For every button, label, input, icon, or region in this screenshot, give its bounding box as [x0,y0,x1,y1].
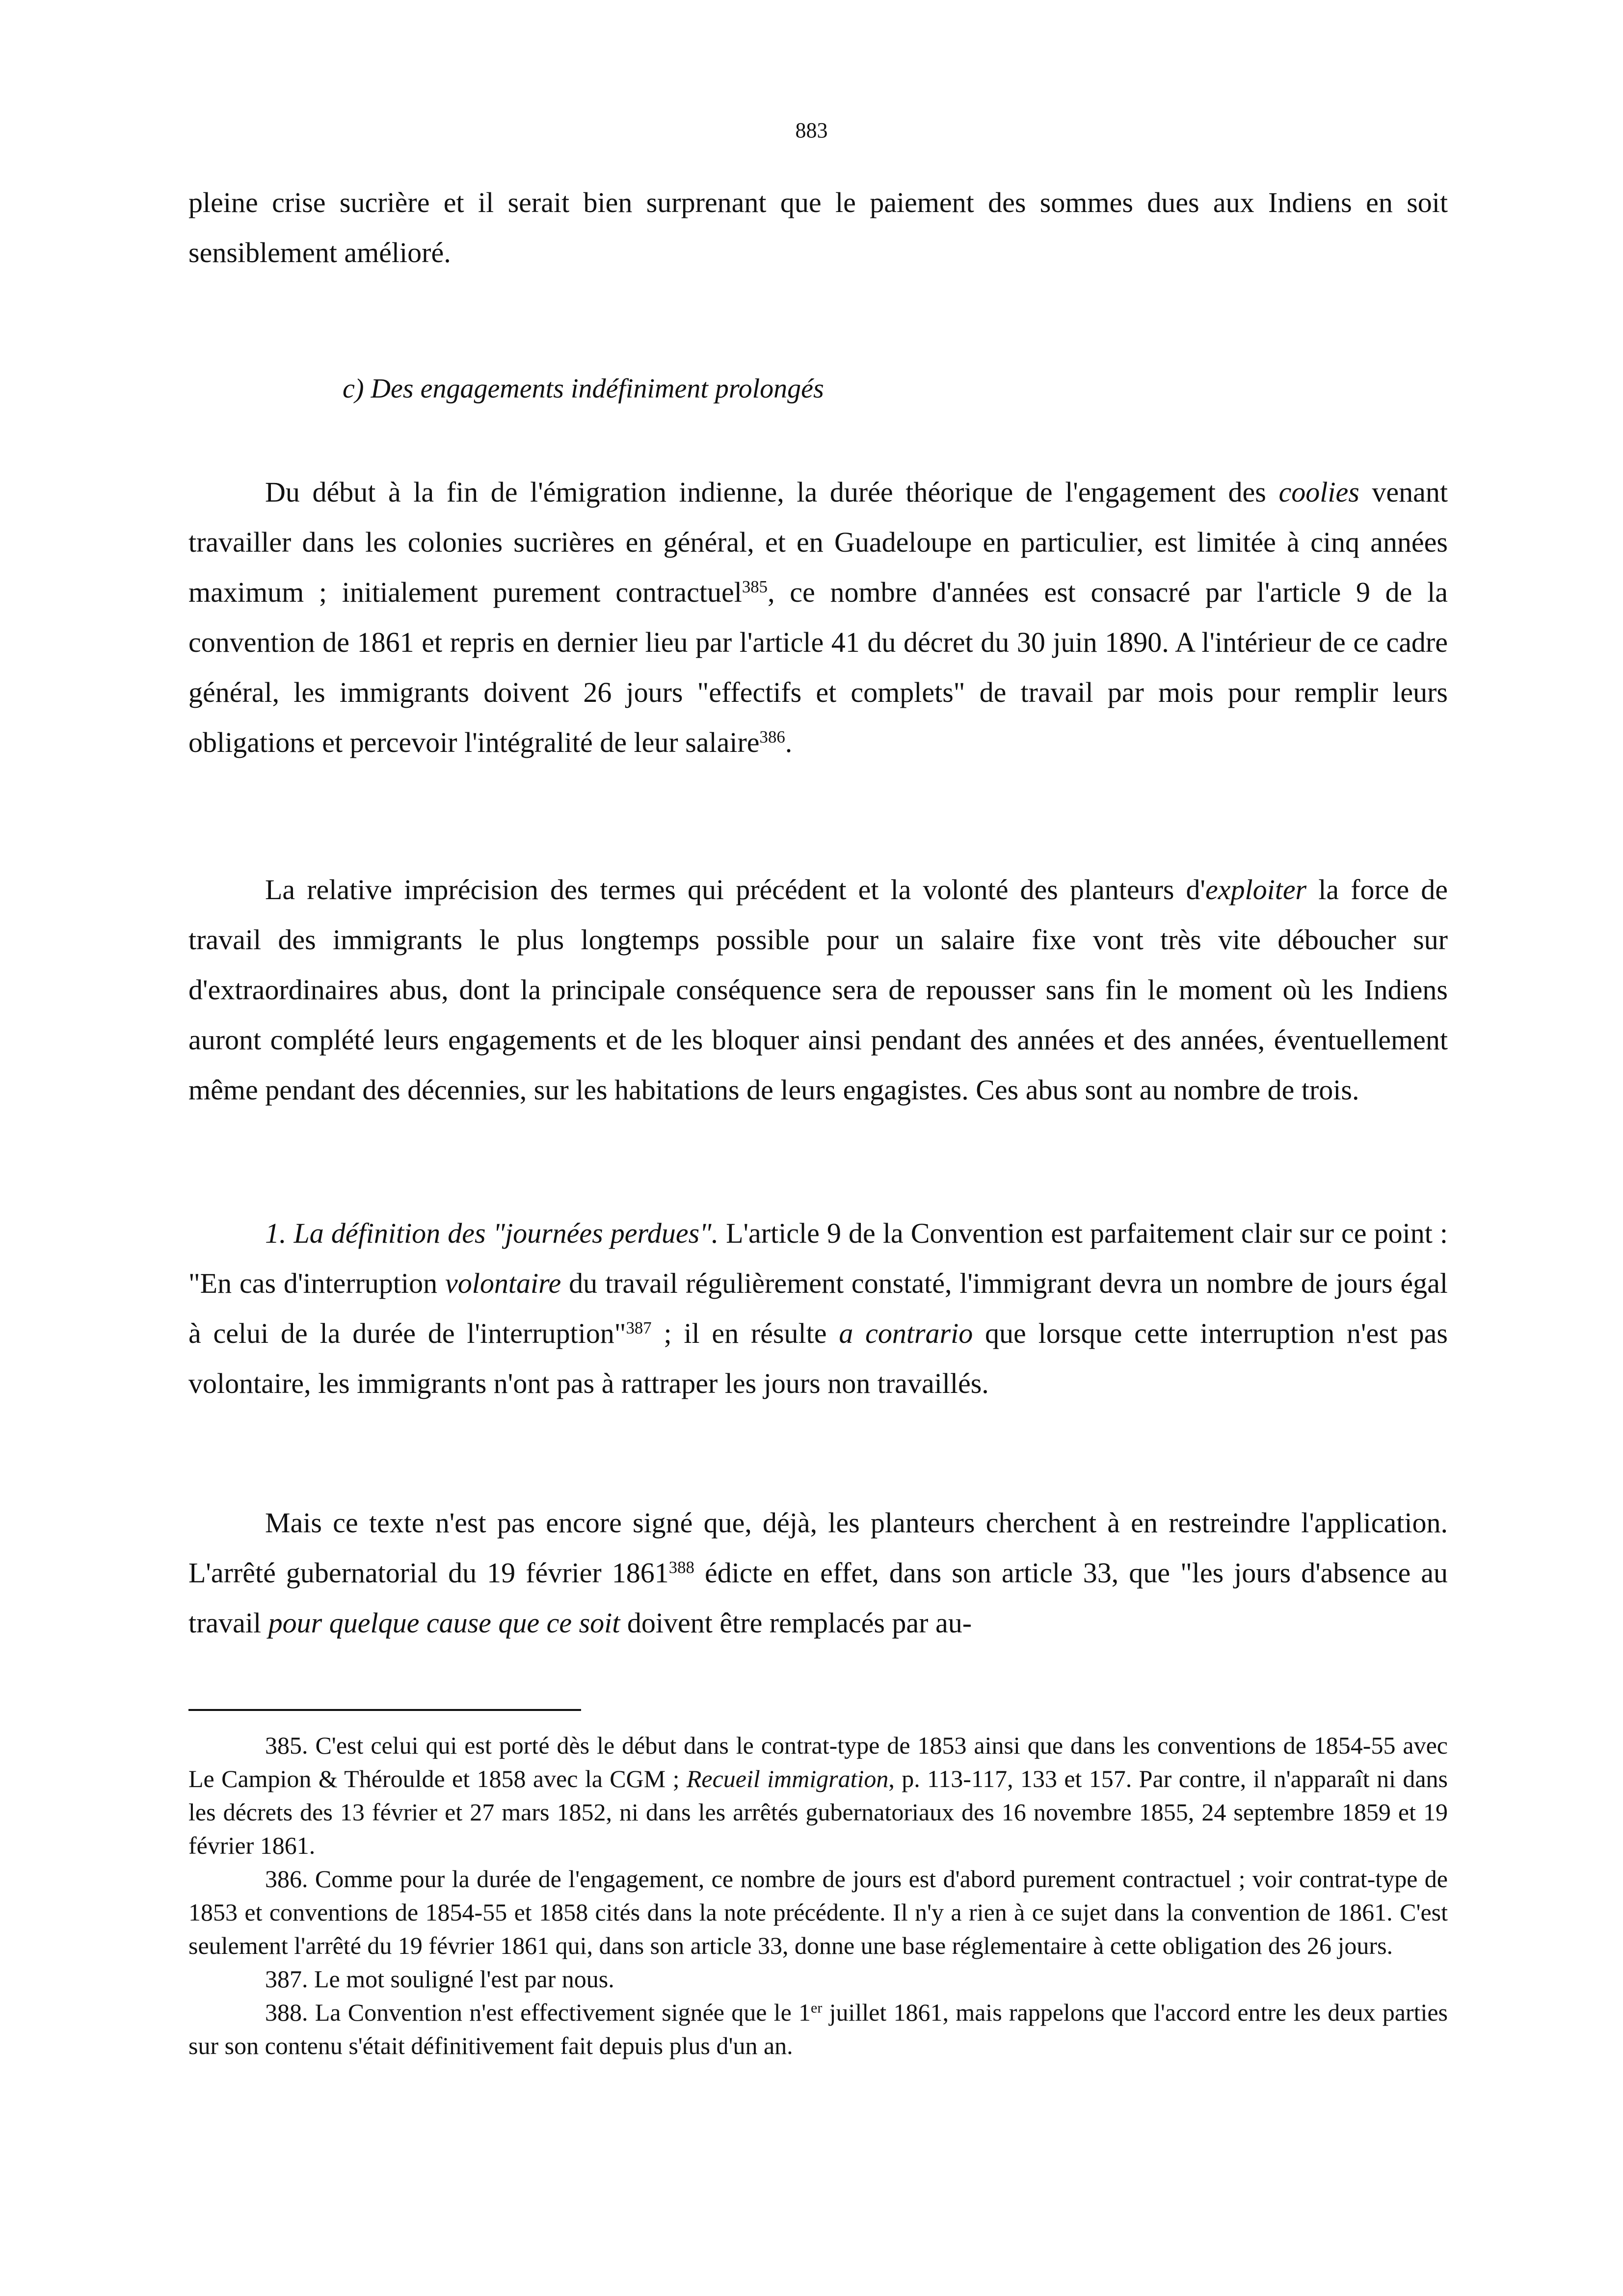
footnote-388 [188,1996,1448,2062]
text-run: , p. 113-117, 133 et 157. Par contre, il n'apparaît ni dans les décrets des 13 février et 27 mars 1852, ni dans les arrêtés gubernatoriaux des 16 novembre 1855, 24 septembre 1859 et 19 février 1861. [188,1765,1448,1859]
footnote-385 [188,1729,1448,1862]
text-run: 385. C'est celui qui est porté dès le début dans le contrat-type de 1853 ainsi que dans les conventions de 1854-55 avec Le Campion & Théroulde et 1858 avec la CGM ; [188,1732,1448,1792]
page-number: 883 [795,118,828,142]
text-run: 388. La Convention n'est effectivement signée que le 1 [265,1999,811,2026]
footnotes [188,1729,1448,2062]
italic-term-coolies: coolies [1278,476,1359,508]
italic-term-volontaire: volontaire [445,1267,561,1299]
paragraph-continuation [188,178,1448,278]
text-run: juillet 1861, mais rappelons que l'accord entre les deux parties sur son contenu s'était définitivement fait depuis plus d'un an. [188,1999,1448,2059]
footnote-ref-386[interactable]: 386 [759,727,785,747]
text-run: du travail régulièrement constaté, l'immigrant devra un nombre de jours égal à celui de la durée de l'interruption" [188,1267,1448,1349]
footnote-ref-388[interactable]: 388 [668,1557,694,1577]
text-run: ; il en résulte [651,1317,839,1349]
paragraph-abuses [188,865,1448,1115]
text-run: . [785,726,793,758]
italic-phrase: pour quelque cause que ce soit [268,1607,620,1639]
paragraph-lost-days [188,1208,1448,1409]
footnote-ref-387[interactable]: 387 [626,1318,652,1337]
footnote-divider [188,1709,581,1711]
text-run: Du début à la fin de l'émigration indienne, la durée théorique de l'engagement des [265,476,1279,508]
footnote-ref-385[interactable]: 385 [742,577,768,596]
italic-term-exploiter: exploiter [1205,874,1307,906]
paragraph-engagement-duration [188,467,1448,768]
text-run: 387. Le mot souligné l'est par nous. [265,1965,614,1993]
text-run: L'article 9 de la Convention est parfaitement clair sur ce point : "En cas d'interruption [188,1217,1448,1299]
text-run: 386. Comme pour la durée de l'engagement, ce nombre de jours est d'abord purement contractuel ; voir contrat-type de 1853 et conventions de 1854-55 et 1858 cités dans la note précédente. Il n'y a rien à ce sujet dans la convention de 1861. C'est seulement l'arrêté du 19 février 1861 qui, dans son article 33, donne une base réglementaire à cette obligation des 26 jours. [188,1865,1448,1959]
text-run: venant travailler dans les colonies sucrières en général, et en Guadeloupe en particulier, est limitée à cinq années maximum ; initialement purement contractuel [188,476,1448,608]
text-run: La relative imprécision des termes qui précédent et la volonté des planteurs d' [265,874,1205,906]
text-run: la force de travail des immigrants le plus longtemps possible pour un salaire fixe vont très vite déboucher sur d'extraordinaires abus, dont la principale conséquence sera de repousser sans fin le moment où les Indiens auront complété leurs engagements et de les bloquer ainsi pendant des années et des années, éventuellement même pendant des décennies, sur les habitations de leurs engagistes. Ces abus sont au nombre de trois. [188,874,1448,1106]
italic-subheading: 1. La définition des "journées perdues". [265,1217,719,1249]
paragraph-text: pleine crise sucrière et il serait bien surprenant que le paiement des sommes dues aux Indiens en soit sensiblement amélioré. [188,187,1448,268]
footnote-386 [188,1862,1448,1962]
footnote-387 [188,1962,1448,1996]
text-run: , ce nombre d'années est consacré par l'article 9 de la convention de 1861 et repris en dernier lieu par l'article 41 du décret du 30 juin 1890. A l'intérieur de ce cadre général, les immigrants doivent 26 jours "effectifs et complets" de travail par mois pour remplir leurs obligations et percevoir l'intégralité de leur salaire [188,576,1448,758]
italic-title: Recueil immigration [686,1765,889,1792]
text-run: doivent être remplacés par au- [620,1607,972,1639]
text-run: édicte en effet, dans son article 33, que "les jours d'absence au travail [188,1557,1448,1639]
text-run: que lorsque cette interruption n'est pas volontaire, les immigrants n'ont pas à rattraper les jours non travaillés. [188,1317,1448,1399]
ordinal-superscript: er [811,2000,823,2016]
text-run: Mais ce texte n'est pas encore signé que, déjà, les planteurs cherchent à en restreindre l'application. L'arrêté gubernatorial du 19 février 1861 [188,1507,1448,1589]
paragraph-restriction [188,1498,1448,1648]
italic-term-a-contrario: a contrario [839,1317,973,1349]
section-heading: c) Des engagements indéfiniment prolongés [343,374,824,404]
